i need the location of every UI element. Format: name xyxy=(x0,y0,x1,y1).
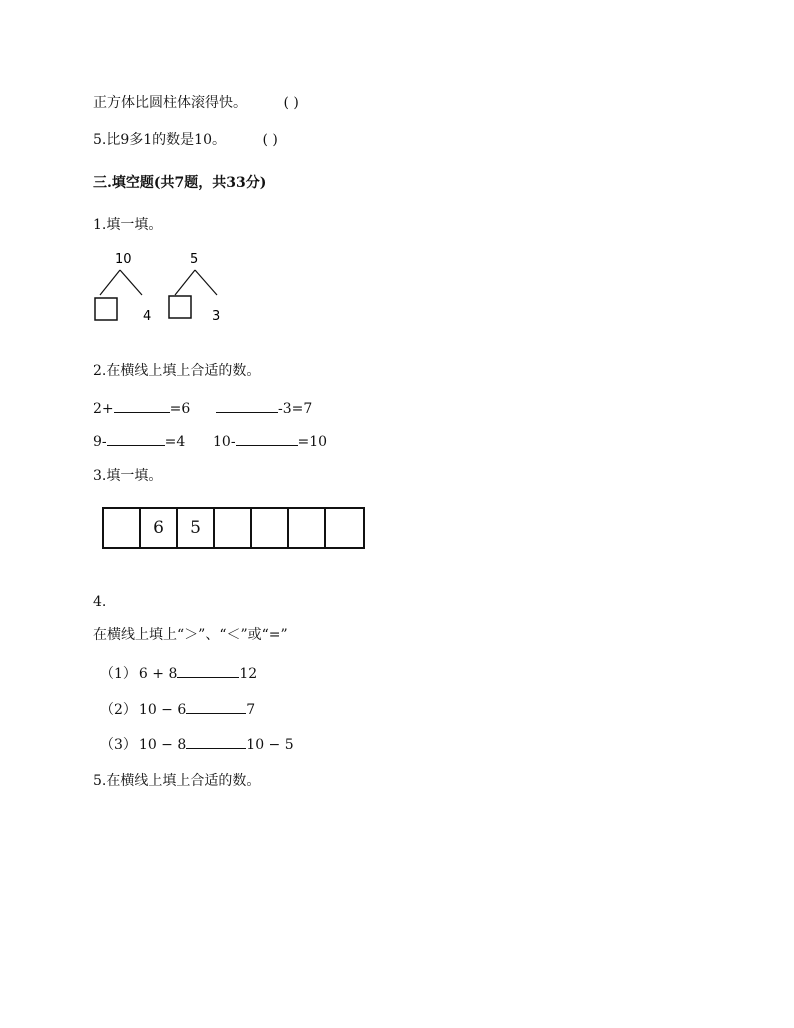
compare-right-expression: 7 xyxy=(246,702,256,718)
equation-1-suffix: =6 xyxy=(169,401,191,417)
tree-1-answer-box[interactable] xyxy=(95,298,117,320)
number-tree-1 xyxy=(90,250,170,325)
compare-item-number: （1） xyxy=(100,666,137,682)
answer-blank[interactable] xyxy=(186,736,246,749)
answer-blank[interactable] xyxy=(216,400,278,413)
compare-right-expression: 12 xyxy=(239,666,258,682)
question-1-label: 1.填一填。 xyxy=(93,217,163,233)
equation-1-prefix: 2+ xyxy=(93,401,114,417)
sequence-cell[interactable] xyxy=(104,509,141,547)
question-4-instruction: 在横线上填上“＞”、“＜”或“=” xyxy=(93,627,288,643)
sequence-cell[interactable] xyxy=(289,509,326,547)
compare-item xyxy=(100,701,255,719)
tree-2-right-number: 3 xyxy=(212,309,221,324)
equation-4 xyxy=(213,433,327,451)
answer-blank[interactable] xyxy=(236,433,298,446)
section-heading: 三.填空题(共7题，共33分) xyxy=(93,175,267,191)
compare-item xyxy=(100,736,294,754)
compare-item xyxy=(100,665,257,683)
answer-paren[interactable]: ( ) xyxy=(262,132,278,148)
answer-blank[interactable] xyxy=(107,433,165,446)
number-tree-2 xyxy=(165,250,245,325)
judge-item-5 xyxy=(93,131,278,149)
sequence-cell[interactable] xyxy=(326,509,363,547)
sequence-cell[interactable] xyxy=(252,509,289,547)
tree-2-top-number: 5 xyxy=(190,252,199,267)
equation-2-suffix: -3=7 xyxy=(278,401,313,417)
equation-3-suffix: =4 xyxy=(164,434,186,450)
compare-left-expression: 10 − 6 xyxy=(138,702,187,718)
judge-item-4 xyxy=(93,94,299,112)
question-5-label: 5.在横线上填上合适的数。 xyxy=(93,773,261,789)
tree-2-left-branch xyxy=(175,270,195,295)
tree-1-top-number: 10 xyxy=(115,252,132,267)
equation-3-prefix: 9- xyxy=(93,434,107,450)
answer-blank[interactable] xyxy=(177,665,239,678)
tree-2-right-branch xyxy=(195,270,217,295)
compare-item-number: （2） xyxy=(100,702,137,718)
equation-3 xyxy=(93,433,185,451)
compare-left-expression: 6 + 8 xyxy=(138,666,178,682)
tree-1-left-branch xyxy=(100,270,120,295)
compare-left-expression: 10 − 8 xyxy=(138,737,187,753)
sequence-cell[interactable] xyxy=(215,509,252,547)
question-3-label: 3.填一填。 xyxy=(93,468,163,484)
sequence-cell: 6 xyxy=(141,509,178,547)
equation-2 xyxy=(216,400,312,418)
tree-1-right-branch xyxy=(120,270,142,295)
judge-item-5-text: 5.比9多1的数是10。 xyxy=(93,132,226,148)
answer-blank[interactable] xyxy=(114,400,170,413)
answer-paren[interactable]: ( ) xyxy=(283,95,299,111)
equation-4-prefix: 10- xyxy=(213,434,236,450)
question-2-label: 2.在横线上填上合适的数。 xyxy=(93,363,261,379)
equation-4-suffix: =10 xyxy=(297,434,328,450)
compare-right-expression: 10 − 5 xyxy=(246,737,294,753)
tree-2-answer-box[interactable] xyxy=(169,296,191,318)
answer-blank[interactable] xyxy=(186,701,246,714)
question-4-number: 4. xyxy=(93,594,107,610)
compare-item-number: （3） xyxy=(100,737,137,753)
sequence-cell: 5 xyxy=(178,509,215,547)
equation-1 xyxy=(93,400,190,418)
number-sequence-row xyxy=(102,507,365,549)
tree-1-right-number: 4 xyxy=(143,309,152,324)
judge-item-4-text: 正方体比圆柱体滚得快。 xyxy=(93,95,247,111)
